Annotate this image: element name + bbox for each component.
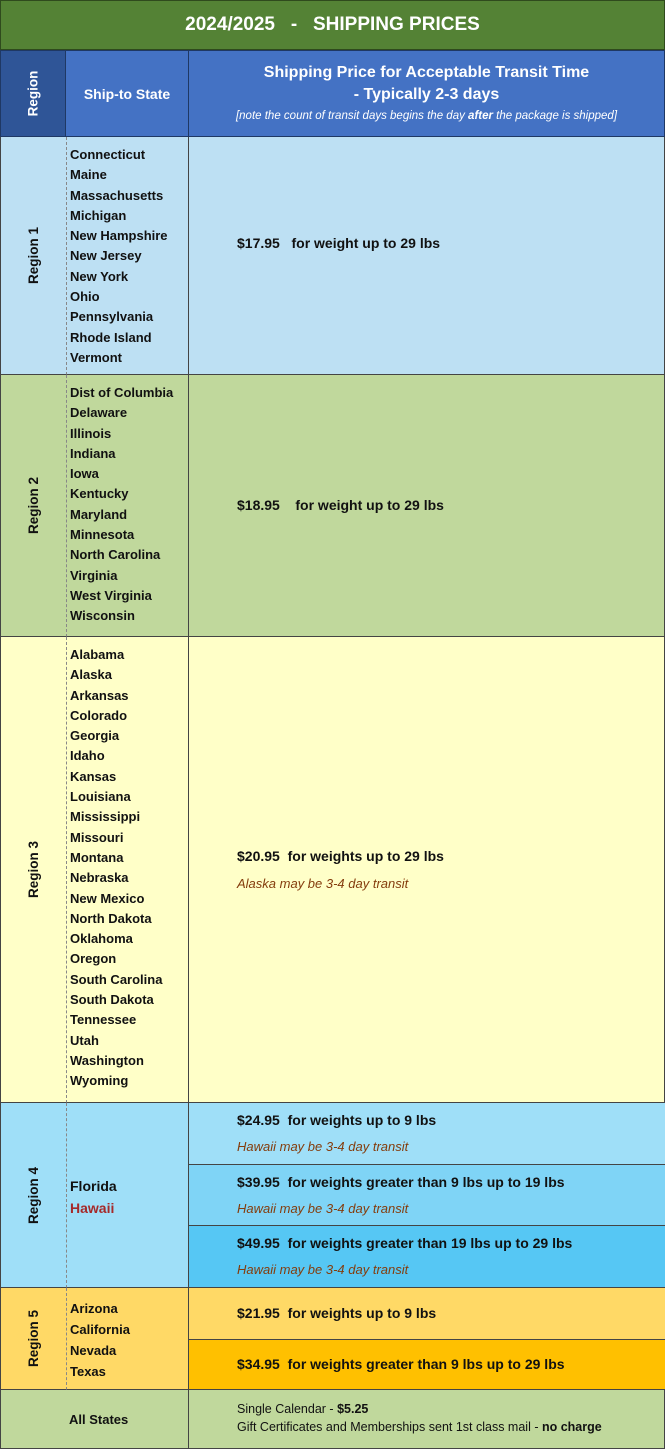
region-5-tier-1-price: $21.95 for weights up to 9 lbs xyxy=(237,1305,437,1321)
region-3-price: $20.95 for weights up to 29 lbs xyxy=(237,848,444,864)
all-states-price-cell xyxy=(188,1390,665,1449)
region-1-price-cell xyxy=(188,137,665,375)
state-kansas: Kansas xyxy=(70,768,117,784)
state-iowa: Iowa xyxy=(70,466,99,482)
state-alaska: Alaska xyxy=(70,667,112,683)
state-new-hampshire: New Hampshire xyxy=(70,228,168,244)
state-missouri: Missouri xyxy=(70,829,124,845)
region-4-tier-3-price: $49.95 for weights greater than 19 lbs up to 29 lbs xyxy=(237,1235,573,1251)
state-arkansas: Arkansas xyxy=(70,687,129,703)
region-2-states xyxy=(66,375,188,637)
region-1-price: $17.95 for weight up to 29 lbs xyxy=(237,235,441,251)
region-2-label-cell xyxy=(0,375,66,637)
state-south-carolina: South Carolina xyxy=(70,971,163,987)
state-tennessee: Tennessee xyxy=(70,1012,137,1028)
state-south-dakota: South Dakota xyxy=(70,992,154,1008)
state-washington: Washington xyxy=(70,1052,144,1068)
state-georgia: Georgia xyxy=(70,728,120,744)
state-west-virginia: West Virginia xyxy=(70,587,152,603)
ship-to-state-column-header: Ship-to State xyxy=(66,50,188,137)
state-north-carolina: North Carolina xyxy=(70,547,161,563)
state-illinois: Illinois xyxy=(70,425,112,441)
state-minnesota: Minnesota xyxy=(70,527,135,543)
transit-note-emphasis: after xyxy=(468,110,493,122)
state-ohio: Ohio xyxy=(70,289,100,305)
region-4-tier-3 xyxy=(189,1226,665,1287)
region-4-tier-1 xyxy=(189,1103,665,1165)
region-5-label: Region 5 xyxy=(25,1309,41,1368)
state-rhode-island: Rhode Island xyxy=(70,329,152,345)
state-oklahoma: Oklahoma xyxy=(70,931,133,947)
transit-note-end: the package is shipped] xyxy=(492,110,618,122)
region-1-states xyxy=(66,137,188,375)
state-colorado: Colorado xyxy=(70,707,128,723)
gift-text: Gift Certificates and Memberships sent 1st class mail - xyxy=(237,1420,542,1434)
transit-note-start: [note the count of transit days begins the day xyxy=(235,110,469,122)
state-dist-of-columbia: Dist of Columbia xyxy=(70,385,174,400)
calendar-text: Single Calendar - xyxy=(237,1402,338,1416)
region-4-states xyxy=(66,1103,188,1288)
state-california: California xyxy=(70,1322,130,1337)
region-4-tier-2 xyxy=(189,1165,665,1226)
state-nebraska: Nebraska xyxy=(70,870,129,886)
region-1-label-cell xyxy=(0,137,66,375)
region-1-label: Region 1 xyxy=(25,226,41,285)
single-calendar-price xyxy=(237,1402,368,1416)
price-header-line2: - Typically 2-3 days xyxy=(353,86,500,103)
state-alabama: Alabama xyxy=(70,647,125,662)
region-2-price: $18.95 for weight up to 29 lbs xyxy=(237,497,444,513)
state-connecticut: Connecticut xyxy=(70,147,146,162)
state-wisconsin: Wisconsin xyxy=(70,608,135,624)
state-michigan: Michigan xyxy=(70,207,127,223)
state-delaware: Delaware xyxy=(70,405,128,421)
state-maryland: Maryland xyxy=(70,506,128,522)
state-kentucky: Kentucky xyxy=(70,486,129,502)
state-pennsylvania: Pennsylvania xyxy=(70,309,154,325)
region-4-tier-2-note: Hawaii may be 3-4 day transit xyxy=(237,1201,409,1216)
region-5-tier-2-price: $34.95 for weights greater than 9 lbs up to 29 lbs xyxy=(237,1356,565,1372)
region-5-tier-2 xyxy=(189,1340,665,1389)
state-virginia: Virginia xyxy=(70,567,118,583)
region-5-label-cell xyxy=(0,1288,66,1390)
region-4-tier-1-note: Hawaii may be 3-4 day transit xyxy=(237,1139,409,1154)
state-north-dakota: North Dakota xyxy=(70,910,152,926)
region-4-label: Region 4 xyxy=(25,1166,41,1224)
region-1-row xyxy=(0,137,665,375)
gift-certificates-price xyxy=(237,1420,602,1434)
state-oregon: Oregon xyxy=(70,951,117,967)
state-montana: Montana xyxy=(70,849,124,865)
region-4-tier-3-note: Hawaii may be 3-4 day transit xyxy=(237,1262,409,1277)
state-louisiana: Louisiana xyxy=(70,789,131,805)
state-mississippi: Mississippi xyxy=(70,809,141,825)
region-4-label-cell xyxy=(0,1103,66,1288)
region-3-transit-note: Alaska may be 3-4 day transit xyxy=(237,876,409,891)
state-new-jersey: New Jersey xyxy=(70,248,142,264)
region-4-row xyxy=(0,1103,665,1288)
state-maine: Maine xyxy=(70,167,107,183)
gift-price: no charge xyxy=(541,1420,602,1434)
region-4-tier-2-price: $39.95 for weights greater than 9 lbs up to 19 lbs xyxy=(237,1174,565,1190)
region-2-label: Region 2 xyxy=(25,476,41,535)
state-arizona: Arizona xyxy=(70,1301,118,1316)
state-nevada: Nevada xyxy=(70,1343,117,1358)
region-3-price-cell xyxy=(188,637,665,1103)
region-2-row xyxy=(0,375,665,637)
state-idaho: Idaho xyxy=(70,748,105,764)
state-new-york: New York xyxy=(70,268,129,284)
state-florida: Florida xyxy=(70,1178,117,1194)
region-4-tier-1-price: $24.95 for weights up to 9 lbs xyxy=(237,1112,437,1128)
table-header xyxy=(0,50,665,137)
region-3-label: Region 3 xyxy=(25,840,41,899)
calendar-price: $5.25 xyxy=(337,1402,369,1416)
state-vermont: Vermont xyxy=(70,349,123,365)
state-texas: Texas xyxy=(70,1364,106,1379)
state-hawaii: Hawaii xyxy=(70,1200,115,1216)
region-column-header xyxy=(0,50,66,137)
transit-note xyxy=(189,106,664,126)
state-utah: Utah xyxy=(70,1032,99,1048)
state-massachusetts: Massachusetts xyxy=(70,187,164,203)
all-states-row xyxy=(0,1390,665,1449)
state-indiana: Indiana xyxy=(70,445,116,461)
region-5-row xyxy=(0,1288,665,1390)
all-states-label: All States xyxy=(69,1412,129,1427)
region-4-price-cell xyxy=(188,1103,665,1288)
region-2-price-cell xyxy=(188,375,665,637)
shipping-price-column-header xyxy=(188,50,665,137)
page-title: 2024/2025 - SHIPPING PRICES xyxy=(0,0,665,50)
region-3-states xyxy=(66,637,188,1103)
state-new-mexico: New Mexico xyxy=(70,890,145,906)
region-5-price-cell xyxy=(188,1288,665,1390)
region-5-tier-1 xyxy=(189,1288,665,1340)
state-wyoming: Wyoming xyxy=(70,1073,129,1089)
region-header-label: Region xyxy=(25,70,41,117)
region-3-row xyxy=(0,637,665,1103)
region-3-label-cell xyxy=(0,637,66,1103)
region-5-states xyxy=(66,1288,188,1390)
price-header-line1: Shipping Price for Acceptable Transit Time xyxy=(263,64,590,81)
